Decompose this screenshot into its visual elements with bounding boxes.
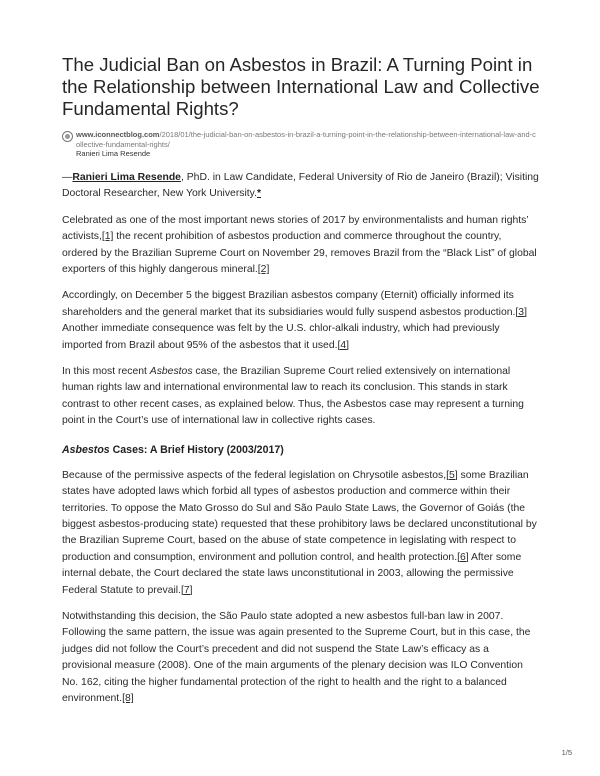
source-block bbox=[62, 130, 540, 158]
p4-text-b: some Brazilian states have adopted laws which forbid all types of asbestos production and commerce within their territories. To oppose the Mato Grosso do Sul and São Paulo State Laws, the Governor of Goiás (the biggest asbestos-producing state) requested that these prohibitory laws be declared unconstitutional by the Brazilian Supreme Court, based on the abuse of state competence in legislating with respect to production and consumption, environment and pollution control, and health protection. bbox=[62, 469, 537, 563]
p5-text-a: Notwithstanding this decision, the São Paulo state adopted a new asbestos full-ban law in 2007. Following the same pattern, the issue was again presented to the Supreme Court, but in this case, the judges did not follow the Court’s precedent and did not suspend the State Law’s efficacy as a provisional measure (2008). One of the main arguments of the plenary decision was ILO Convention No. 162, citing the higher fundamental protection of the right to health and the right to a balanced environment. bbox=[62, 610, 531, 704]
footnote-link-5[interactable]: [5] bbox=[446, 469, 458, 481]
p4-text-c: After some internal debate, the Court declared the state laws unconstitutional in 2003, allowing the permissive Federal Statute to prevail. bbox=[62, 551, 522, 596]
footnote-link-7[interactable]: [7] bbox=[180, 584, 193, 596]
footnote-link-6[interactable]: [6] bbox=[457, 551, 469, 563]
heading-text: Cases: A Brief History (2003/2017) bbox=[109, 443, 284, 456]
paragraph-3 bbox=[62, 364, 540, 430]
paragraph-5 bbox=[62, 609, 540, 707]
p1-text-a: Celebrated as one of the most important news stories of 2017 by environmentalists and human rights’ activists, bbox=[62, 214, 529, 243]
p3-text-b: case, the Brazilian Supreme Court relied extensively on international human rights law and international environmental law to reach its conclusion. This stands in stark contrast to other recent cases, as explained below. Thus, the Asbestos case may represent a turning point in the Court’s use of international law in collective rights cases. bbox=[62, 366, 524, 427]
footnote-link-3[interactable]: [3] bbox=[515, 306, 527, 318]
section-heading bbox=[62, 442, 540, 458]
page-number: 1/5 bbox=[561, 748, 572, 757]
byline bbox=[62, 170, 540, 203]
footnote-link-4[interactable]: [4] bbox=[337, 339, 350, 351]
paragraph-1 bbox=[62, 213, 540, 279]
page-title: The Judicial Ban on Asbestos in Brazil: A Turning Point in the Relationship between International Law and Collective Fundamental Rights? bbox=[62, 54, 540, 119]
p1-text-b: the recent prohibition of asbestos production and commerce throughout the country, ordered by the Brazilian Supreme Court on November 29, removes Brazil from the “Black List” of global exporters of this highly dangerous mineral. bbox=[62, 231, 537, 276]
author-link[interactable]: Ranieri Lima Resende bbox=[72, 172, 181, 183]
article bbox=[62, 0, 540, 707]
author-note-link[interactable]: * bbox=[257, 188, 262, 200]
paragraph-2 bbox=[62, 288, 540, 354]
p3-text-a: In this most recent bbox=[62, 366, 150, 378]
p2-text-b: Another immediate consequence was felt by the U.S. chlor-alkali industry, which had previously imported from Brazil about 95% of the asbestos that it used. bbox=[62, 323, 500, 351]
heading-emphasis: Asbestos bbox=[62, 443, 110, 456]
footnote-link-8[interactable]: [8] bbox=[122, 692, 134, 704]
link-icon bbox=[62, 131, 73, 142]
p4-text-a: Because of the permissive aspects of the federal legislation on Chrysotile asbestos, bbox=[62, 469, 447, 481]
source-author: Ranieri Lima Resende bbox=[76, 149, 151, 158]
byline-dash: — bbox=[62, 172, 73, 183]
source-url[interactable] bbox=[76, 130, 540, 149]
p3-emphasis: Asbestos bbox=[149, 366, 193, 378]
footnote-link-1[interactable]: [1] bbox=[101, 231, 114, 243]
p2-text-a: Accordingly, on December 5 the biggest Brazilian asbestos company (Eternit) officially informed its shareholders and the general market that its subsidiaries would fully suspend asbestos production. bbox=[62, 290, 516, 318]
source-path[interactable]: /2018/01/the-judicial-ban-on-asbestos-in-brazil-a-turning-point-in-the-relationship-between-international-law-and-collective-fundamental-rights/ bbox=[76, 130, 536, 149]
footnote-link-2[interactable]: [2] bbox=[257, 264, 270, 276]
source-domain[interactable]: www.iconnectblog.com bbox=[76, 130, 160, 139]
paragraph-4 bbox=[62, 468, 540, 599]
byline-text: , PhD. in Law Candidate, Federal University of Rio de Janeiro (Brazil); Visiting Doctoral Researcher, New York University. bbox=[62, 172, 539, 200]
